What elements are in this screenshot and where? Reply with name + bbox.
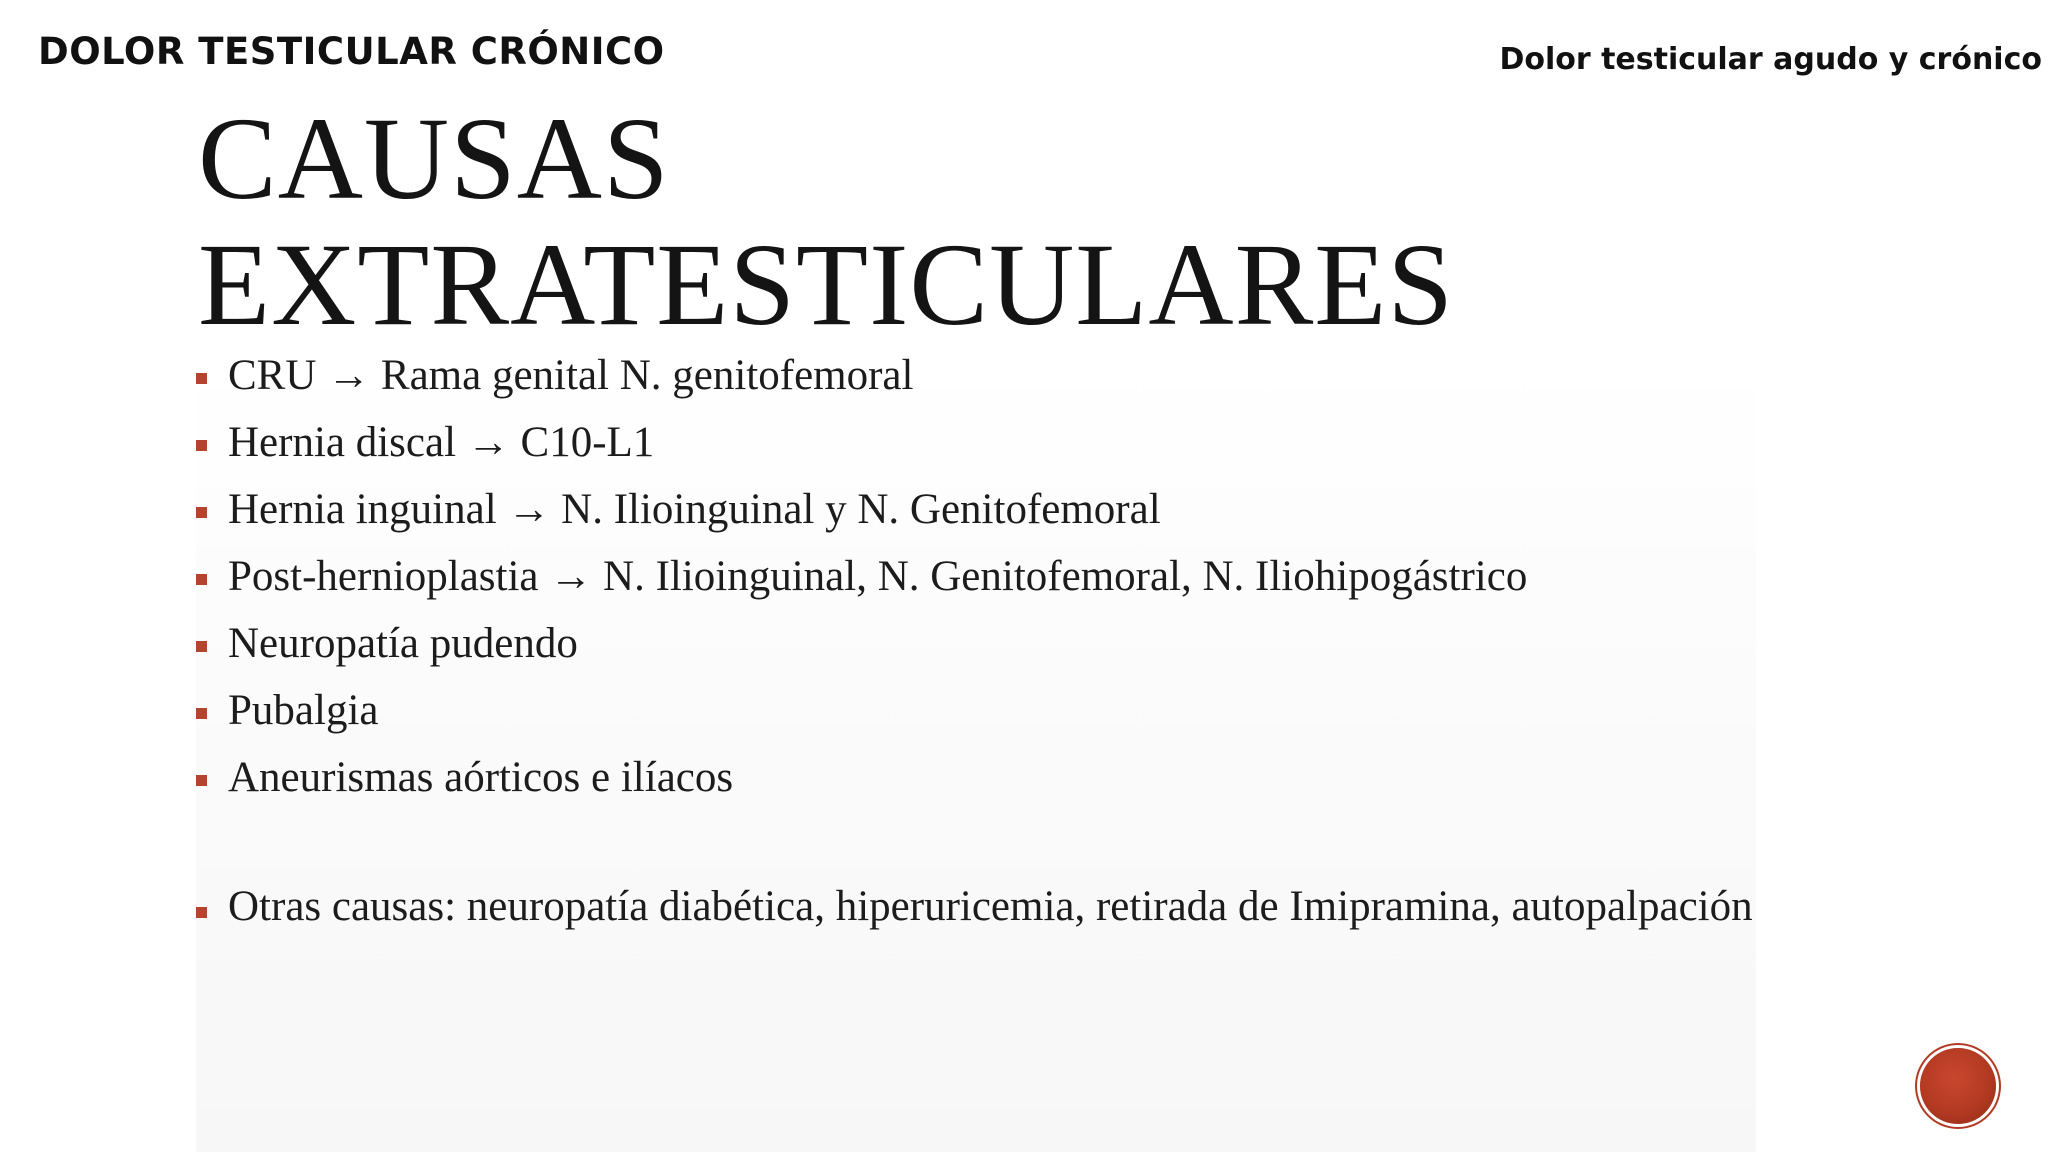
- list-item-text: Post-hernioplastia → N. Ilioinguinal, N. Genitofemoral, N. Iliohipogástrico: [228, 553, 1528, 600]
- list-item: [196, 553, 1756, 601]
- list-item: [196, 620, 1756, 668]
- topic-header: Dolor testicular agudo y crónico: [1499, 42, 2042, 77]
- square-bullet-icon: [196, 907, 207, 918]
- list-item: [196, 486, 1756, 534]
- list-item-text: Pubalgia: [228, 687, 379, 734]
- list-item-text: Neuropatía pudendo: [228, 620, 578, 667]
- square-bullet-icon: [196, 641, 207, 652]
- square-bullet-icon: [196, 440, 207, 451]
- list-item-text: Aneurismas aórticos e ilíacos: [228, 754, 734, 801]
- list-item: [196, 754, 1756, 802]
- slide-title: [198, 93, 1454, 350]
- list-item-text: Hernia discal → C10-L1: [228, 419, 655, 466]
- square-bullet-icon: [196, 708, 207, 719]
- square-bullet-icon: [196, 574, 207, 585]
- square-bullet-icon: [196, 373, 207, 384]
- list-item: [196, 883, 1756, 930]
- square-bullet-icon: [196, 775, 207, 786]
- list-item-text: Otras causas: neuropatía diabética, hiperuricemia, retirada de Imipramina, autopalpación: [228, 883, 1753, 930]
- slide-title-line-2: EXTRATESTICULARES: [198, 219, 1454, 350]
- list-item-text: CRU → Rama genital N. genitofemoral: [228, 352, 914, 399]
- slide-title-line-1: CAUSAS: [198, 93, 670, 224]
- list-item: [196, 419, 1756, 467]
- slide-number-badge: [1920, 1048, 1996, 1124]
- bullet-list: [196, 352, 1756, 947]
- list-item: [196, 687, 1756, 735]
- square-bullet-icon: [196, 507, 207, 518]
- section-header: DOLOR TESTICULAR CRÓNICO: [38, 30, 665, 73]
- list-item: [196, 352, 1756, 400]
- list-item-text: Hernia inguinal → N. Ilioinguinal y N. Genitofemoral: [228, 486, 1161, 533]
